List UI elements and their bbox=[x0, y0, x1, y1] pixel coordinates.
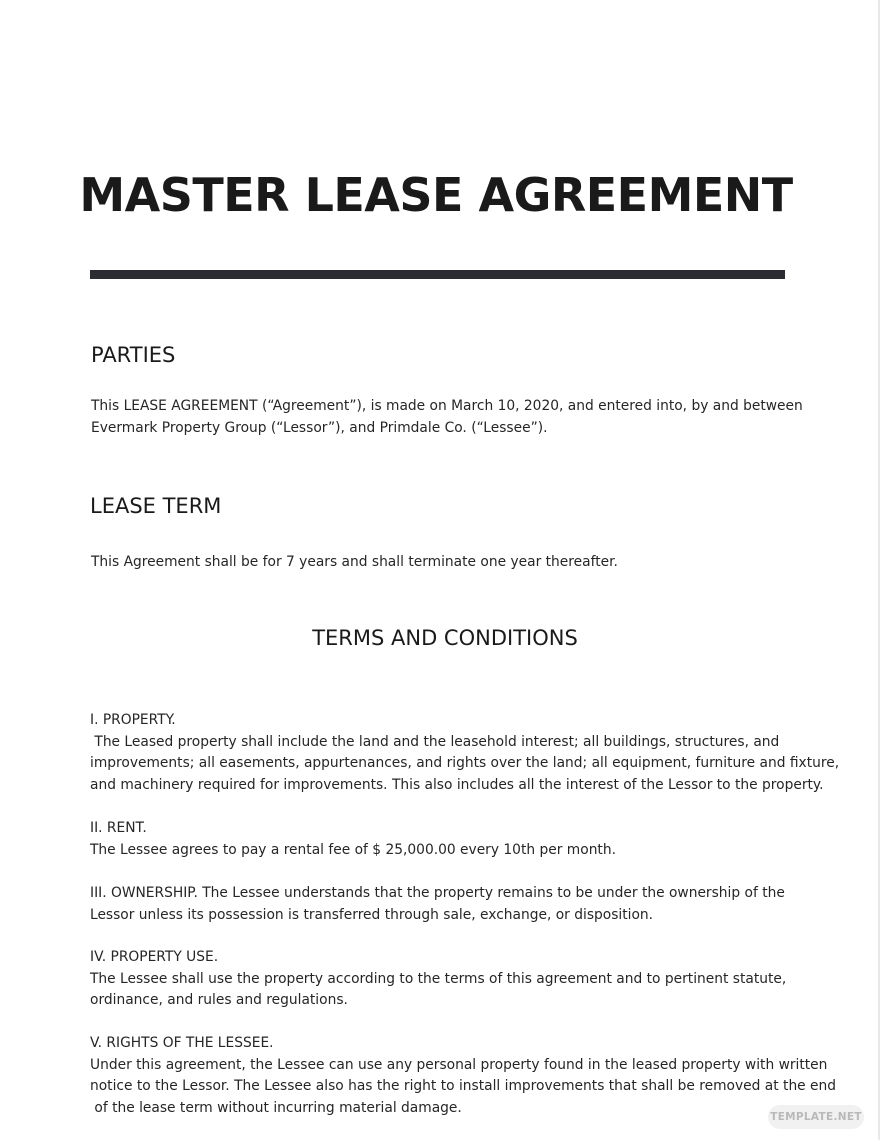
text-line: Evermark Property Group (“Lessor”), and Primdale Co. (“Lessee”). bbox=[91, 419, 548, 436]
document-title: MASTER LEASE AGREEMENT bbox=[79, 168, 793, 222]
clause-property-use bbox=[90, 947, 790, 1012]
text-line: II. RENT. bbox=[90, 820, 147, 836]
text-line: IV. PROPERTY USE. bbox=[90, 949, 219, 965]
text-line: V. RIGHTS OF THE LESSEE. bbox=[90, 1035, 274, 1051]
text-line: III. OWNERSHIP. The Lessee understands that the property remains to be under the ownership of the bbox=[90, 885, 785, 901]
text-line: Lessor unless its possession is transferred through sale, exchange, or disposition. bbox=[90, 906, 654, 923]
clause-property bbox=[90, 710, 840, 796]
text-line: Under this agreement, the Lessee can use any personal property found in the leased property with written bbox=[90, 1056, 828, 1073]
text-line: of the lease term without incurring material damage. bbox=[90, 1099, 462, 1116]
text-line: I. PROPERTY. bbox=[90, 712, 176, 728]
lease-term-paragraph bbox=[91, 552, 791, 574]
text-line: ordinance, and rules and regulations. bbox=[90, 992, 348, 1008]
text-line: The Lessee agrees to pay a rental fee of $ 25,000.00 every 10th per month. bbox=[90, 841, 616, 858]
text-line: This Agreement shall be for 7 years and shall terminate one year thereafter. bbox=[91, 554, 618, 570]
parties-paragraph bbox=[91, 396, 803, 439]
section-heading-parties: PARTIES bbox=[91, 343, 176, 367]
clause-rent bbox=[90, 818, 790, 861]
text-line: The Leased property shall include the land and the leasehold interest; all buildings, structures, and bbox=[90, 733, 780, 750]
text-line: This LEASE AGREEMENT (“Agreement”), is made on March 10, 2020, and entered into, by and between bbox=[91, 398, 803, 414]
watermark-badge: TEMPLATE.NET bbox=[768, 1105, 864, 1129]
section-heading-terms: TERMS AND CONDITIONS bbox=[312, 626, 578, 650]
section-heading-lease-term: LEASE TERM bbox=[90, 494, 222, 518]
text-line: improvements; all easements, appurtenances, and rights over the land; all equipment, furniture and fixture, bbox=[90, 755, 840, 771]
text-line: and machinery required for improvements. This also includes all the interest of the Lessor to the property. bbox=[90, 776, 824, 793]
clause-ownership bbox=[90, 883, 790, 926]
clause-rights-of-lessee bbox=[90, 1033, 837, 1119]
text-line: The Lessee shall use the property according to the terms of this agreement and to pertinent statute, bbox=[90, 970, 787, 987]
text-line: notice to the Lessor. The Lessee also has the right to install improvements that shall be removed at the end bbox=[90, 1078, 837, 1094]
title-divider bbox=[90, 270, 785, 279]
